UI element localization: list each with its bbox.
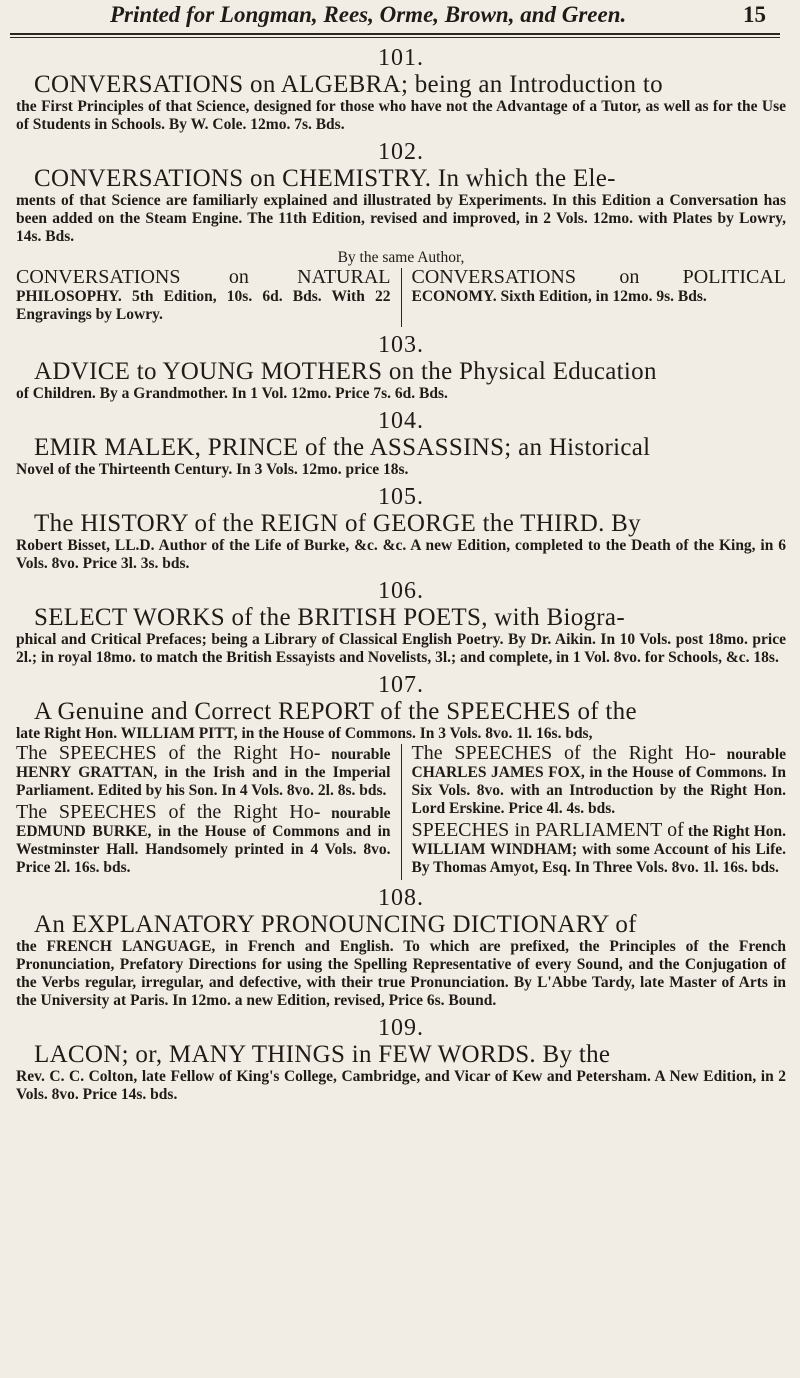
column-entry-heading: The SPEECHES of the Right Ho- bbox=[16, 801, 321, 823]
entry-heading: CONVERSATIONS on CHEMISTRY. In which the Ele- bbox=[34, 165, 616, 192]
entry-number: 102. bbox=[378, 139, 424, 165]
entry-number: 109. bbox=[378, 1015, 424, 1041]
entry-byline: By the same Author, bbox=[337, 249, 465, 266]
column-entry-body: nourable CHARLES JAMES FOX, in the House of Commons. In Six Vols. 8vo. with an Introduction by the Right Hon. Lord Erskine. Price 4l. 4s. bds. bbox=[411, 746, 787, 817]
entry-number: 105. bbox=[378, 484, 424, 510]
entry-number: 108. bbox=[378, 885, 424, 911]
column-entry bbox=[412, 744, 787, 818]
catalogue-list bbox=[16, 44, 786, 1104]
column-entry-heading: The SPEECHES of the Right Ho- bbox=[16, 742, 321, 764]
column-entry-body: nourable EDMUND BURKE, in the House of Commons and in Westminster Hall. Handsomely printed in 4 Vols. 8vo. Price 2l. 16s. bds. bbox=[16, 805, 391, 876]
entry-body: of Children. By a Grandmother. In 1 Vol. 12mo. Price 7s. 6d. Bds. bbox=[16, 385, 448, 402]
entry-body: the First Principles of that Science, designed for those who have not the Advantage of a Tutor, as well as for the Use of Students in Schools. By W. Cole. 12mo. 7s. Bds. bbox=[16, 98, 786, 133]
entry-number: 101. bbox=[378, 45, 424, 71]
entry-heading: LACON; or, MANY THINGS in FEW WORDS. By the bbox=[34, 1041, 611, 1068]
column-entry-body: ECONOMY. Sixth Edition, in 12mo. 9s. Bds. bbox=[411, 288, 707, 305]
entry-body: late Right Hon. WILLIAM PITT, in the House of Commons. In 3 Vols. 8vo. 1l. 16s. bds, bbox=[16, 725, 593, 742]
entry-heading: CONVERSATIONS on ALGEBRA; being an Introduction to bbox=[34, 71, 663, 98]
column-entry bbox=[16, 744, 391, 800]
entry-number: 106. bbox=[378, 578, 424, 604]
column-right bbox=[412, 268, 787, 327]
column-left bbox=[16, 268, 402, 327]
entry-heading: ADVICE to YOUNG MOTHERS on the Physical Education bbox=[34, 358, 657, 385]
entry-heading: EMIR MALEK, PRINCE of the ASSASSINS; an Historical bbox=[34, 434, 651, 461]
column-entry-heading: SPEECHES in PARLIAMENT of bbox=[411, 819, 684, 841]
column-entry bbox=[16, 803, 391, 877]
two-column-block bbox=[16, 268, 786, 327]
column-left bbox=[16, 744, 402, 880]
entry-body: Novel of the Thirteenth Century. In 3 Vols. 12mo. price 18s. bbox=[16, 461, 409, 478]
column-entry-body: nourable HENRY GRATTAN, in the Irish and in the Imperial Parliament. Edited by his Son. In 4 Vols. 8vo. 2l. 8s. bds. bbox=[16, 746, 391, 799]
entry-heading: An EXPLANATORY PRONOUNCING DICTIONARY of bbox=[34, 911, 637, 938]
entry-body: phical and Critical Prefaces; being a Library of Classical English Poetry. By Dr. Aikin. In 10 Vols. post 18mo. price 2l.; in royal 18mo. to match the British Essayists and Novelists, 3l.; and complete, in 1 Vol. 8vo. for Schools, &c. 18s. bbox=[16, 631, 786, 666]
entry-number: 104. bbox=[378, 408, 424, 434]
header-rule bbox=[10, 33, 780, 35]
header-title: Printed for Longman, Rees, Orme, Brown, and Green. bbox=[110, 2, 627, 27]
column-entry-body: PHILOSOPHY. 5th Edition, 10s. 6d. Bds. With 22 Engravings by Lowry. bbox=[16, 288, 391, 323]
entry-body: Rev. C. C. Colton, late Fellow of King's College, Cambridge, and Vicar of Kew and Petersham. A New Edition, in 2 Vols. 8vo. Price 14s. bds. bbox=[16, 1068, 786, 1103]
entry-body: Robert Bisset, LL.D. Author of the Life of Burke, &c. &c. A new Edition, completed to the Death of the King, in 6 Vols. 8vo. Price 3l. 3s. bds. bbox=[16, 537, 786, 572]
column-entry bbox=[16, 268, 391, 324]
header-rule-thin bbox=[10, 37, 780, 38]
entry-number: 107. bbox=[378, 672, 424, 698]
page-header bbox=[110, 2, 790, 28]
column-entry-heading: CONVERSATIONS on NATURAL bbox=[16, 266, 391, 288]
column-right bbox=[412, 744, 787, 880]
column-entry-heading: CONVERSATIONS on POLITICAL bbox=[411, 266, 786, 288]
entry-body: the FRENCH LANGUAGE, in French and English. To which are prefixed, the Principles of the French Pronunciation, Prefatory Directions for using the Spelling Representative of every Sound, and the Conjugation of the Verbs regular, irregular, and defective, with their true Pronunciation. By L'Abbe Tardy, late Master of Arts in the University at Paris. In 12mo. a new Edition, revised, Price 6s. Bound. bbox=[16, 938, 786, 1009]
column-entry-heading: The SPEECHES of the Right Ho- bbox=[411, 742, 716, 764]
two-column-block bbox=[16, 744, 786, 880]
column-entry-body: the Right Hon. WILLIAM WINDHAM; with some Account of his Life. By Thomas Amyot, Esq. In Three Vols. 8vo. 1l. 16s. bds. bbox=[411, 823, 787, 876]
page-number: 15 bbox=[743, 2, 766, 27]
entry-body: ments of that Science are familiarly explained and illustrated by Experiments. In this Edition a Conversation has been added on the Steam Engine. The 11th Edition, revised and improved, in 2 Vols. 12mo. with Plates by Lowry, 14s. Bds. bbox=[16, 192, 786, 245]
entry-heading: The HISTORY of the REIGN of GEORGE the THIRD. By bbox=[34, 510, 641, 537]
column-entry bbox=[412, 268, 787, 306]
column-entry bbox=[412, 821, 787, 877]
entry-number: 103. bbox=[378, 332, 424, 358]
entry-heading: SELECT WORKS of the BRITISH POETS, with Biogra- bbox=[34, 604, 625, 631]
entry-heading: A Genuine and Correct REPORT of the SPEECHES of the bbox=[34, 698, 637, 725]
